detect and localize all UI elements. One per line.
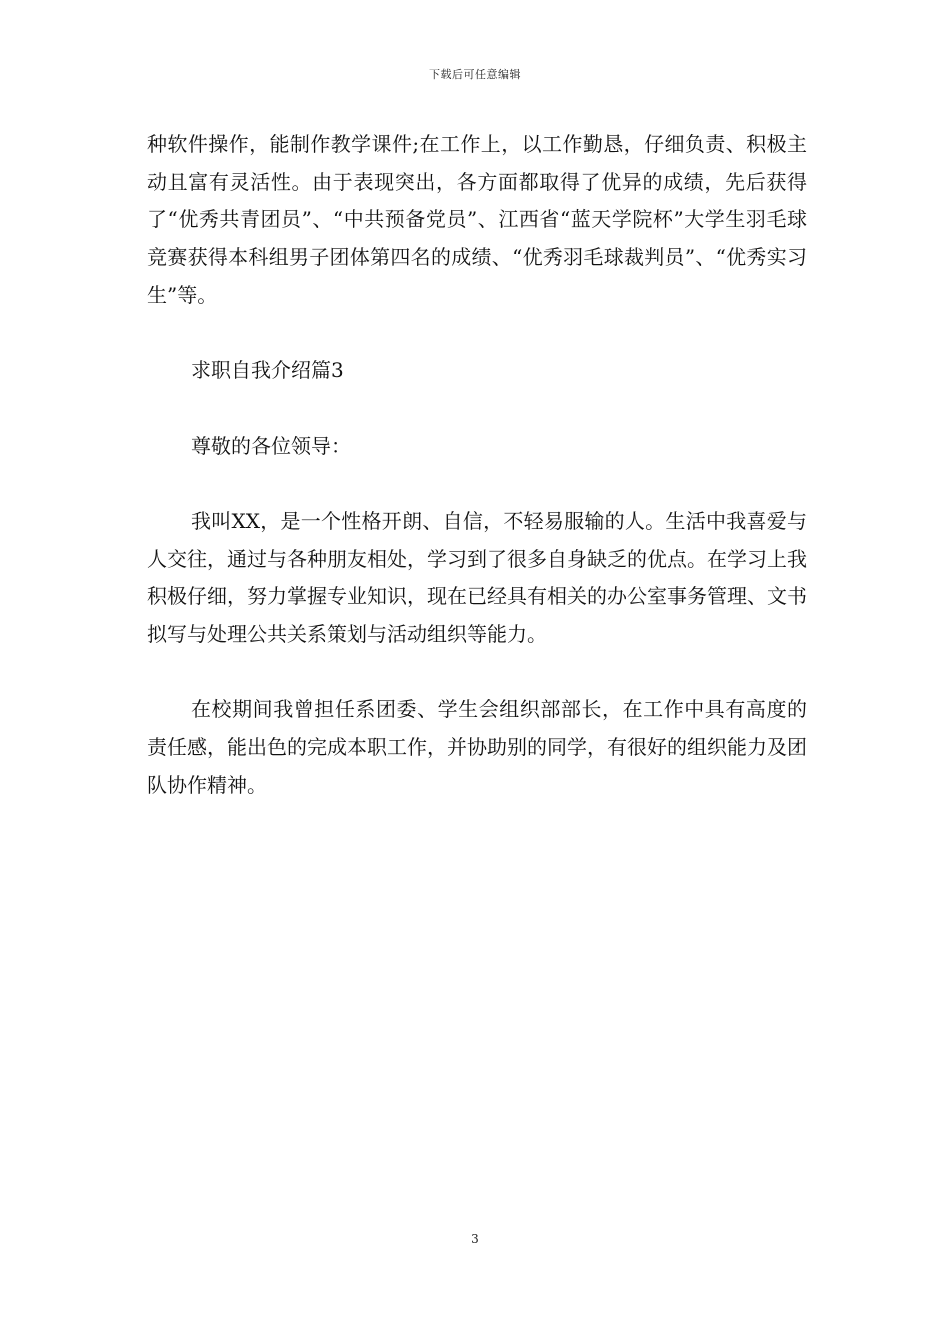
paragraph-intro: 我叫XX，是一个性格开朗、自信，不轻易服输的人。生活中我喜爱与人交往，通过与各种朋友相处，学习到了很多自身缺乏的优点。在学习上我积极仔细，努力掌握专业知识，现在已经具有相关的办公室事务管理、文书拟写与处理公共关系策划与活动组织等能力。 <box>147 508 807 647</box>
paragraph-continuation: 种软件操作，能制作教学课件;在工作上，以工作勤恳，仔细负责、积极主动且富有灵活性。由于表现突出，各方面都取得了优异的成绩，先后获得了“优秀共青团员”、“中共预备党员”、江西省“蓝天学院杯”大学生羽毛球竞赛获得本科组男子团体第四名的成绩、“优秀羽毛球裁判员”、“优秀实习生”等。 <box>147 132 807 307</box>
document-body <box>147 126 807 842</box>
page-number: 3 <box>471 1232 479 1246</box>
page-header: 下载后可任意编辑 <box>429 68 521 81</box>
salutation: 尊敬的各位领导： <box>191 433 351 458</box>
paragraph-school: 在校期间我曾担任系团委、学生会组织部部长，在工作中具有高度的责任感，能出色的完成本职工作，并协助别的同学，有很好的组织能力及团队协作精神。 <box>147 697 807 797</box>
section-heading: 求职自我介绍篇3 <box>191 358 344 383</box>
